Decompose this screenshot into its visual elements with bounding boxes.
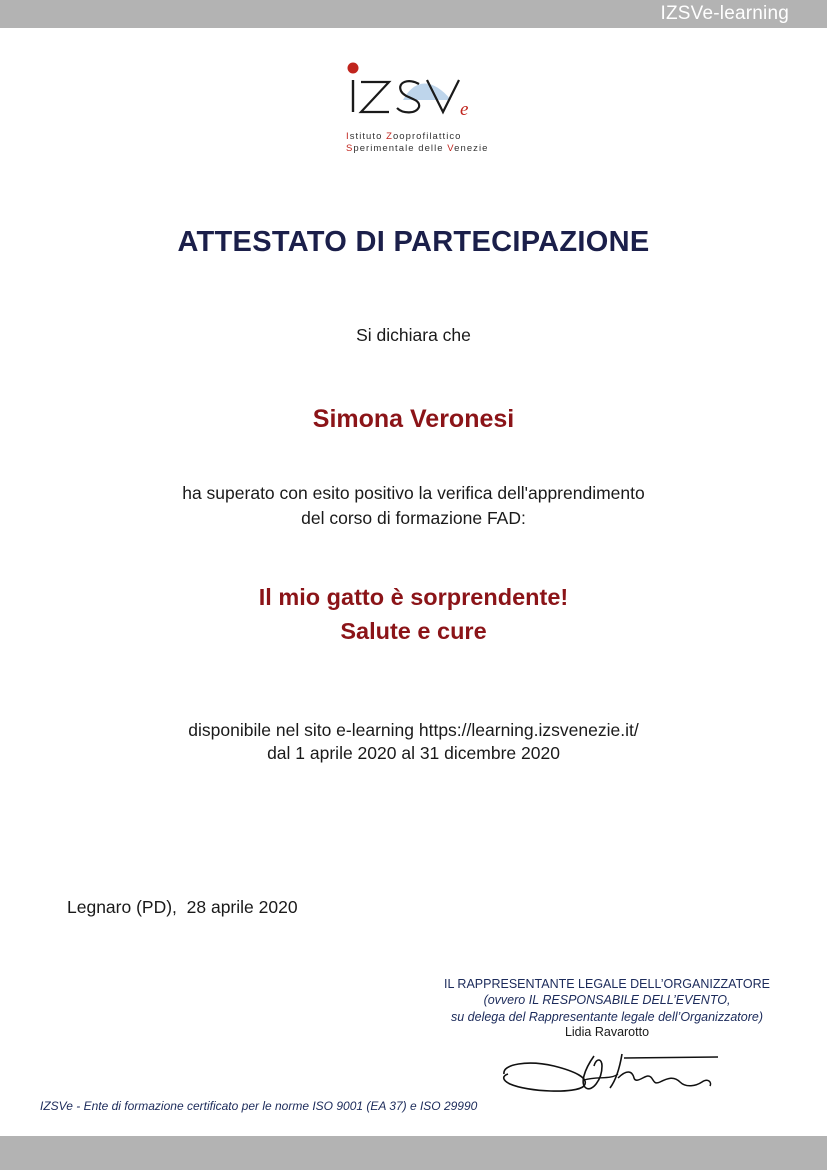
- brand-label: [661, 3, 789, 25]
- top-bar: [0, 0, 827, 28]
- signature-role: IL RAPPRESENTANTE LEGALE DELL’ORGANIZZATORE: [443, 977, 770, 991]
- certification-footer: IZSVe - Ente di formazione certificato per le norme ISO 9001 (EA 37) e ISO 29990: [40, 1099, 478, 1113]
- signer-name: Lidia Ravarotto: [564, 1025, 650, 1039]
- participant-name: Simona Veronesi: [312, 405, 515, 433]
- course-title-line-2: Salute e cure: [340, 618, 487, 644]
- logo-line-institute: Istituto Zooprofilattico: [346, 131, 462, 142]
- description-line-2: del corso di formazione FAD:: [301, 508, 526, 528]
- availability-line-1: disponibile nel sito e-learning https://learning.izsvenezie.it/: [188, 720, 639, 740]
- brand-rest: e-learning: [702, 3, 789, 24]
- course-title-line-1: Il mio gatto è sorprendente!: [258, 584, 569, 610]
- signature-scribble: [498, 1036, 720, 1098]
- certificate-title: ATTESTATO DI PARTECIPAZIONE: [177, 226, 650, 258]
- izsve-logo-mark: [343, 58, 488, 133]
- signature-role-alt: (ovvero IL RESPONSABILE DELL’EVENTO,: [483, 993, 731, 1007]
- signature-delegation: su delega del Rappresentante legale dell’Organizzatore): [450, 1010, 763, 1024]
- svg-text:e: e: [460, 99, 469, 120]
- place-and-date: Legnaro (PD), 28 aprile 2020: [67, 897, 298, 917]
- brand-strong: IZSV: [660, 3, 703, 24]
- intro-text: Si dichiara che: [356, 325, 471, 345]
- description-line-1: ha superato con esito positivo la verifica dell'apprendimento: [182, 483, 645, 503]
- bottom-bar: [0, 1136, 827, 1170]
- handwritten-signature: [498, 1036, 720, 1098]
- logo-line-experimental: Sperimentale delle Venezie: [346, 143, 489, 154]
- availability-line-2: dal 1 aprile 2020 al 31 dicembre 2020: [267, 743, 560, 763]
